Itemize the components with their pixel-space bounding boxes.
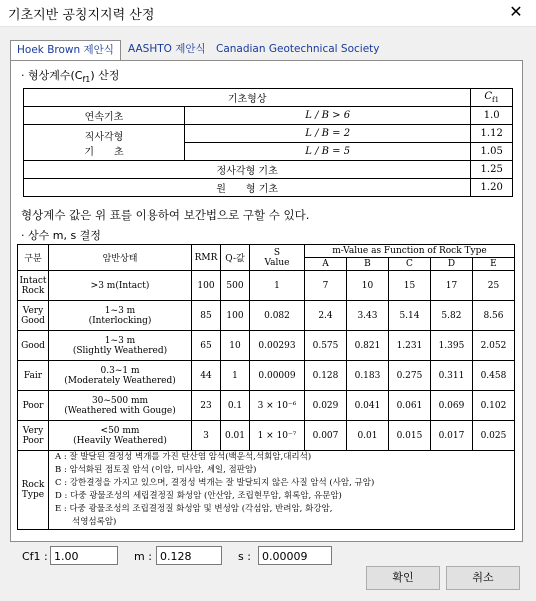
rock-class: Very Poor xyxy=(18,421,49,451)
rock-row xyxy=(18,391,515,421)
rock-m-value: 1.395 xyxy=(430,331,472,361)
rock-m-value: 0.041 xyxy=(346,391,388,421)
rock-type-label: Rock Type xyxy=(18,451,49,530)
rock-s: 3 × 10⁻⁶ xyxy=(250,391,305,421)
header-type: D xyxy=(430,258,472,271)
rock-q: 10 xyxy=(221,331,250,361)
interp-note: 형상계수 값은 위 표를 이용하여 보간법으로 구할 수 있다. xyxy=(21,208,310,222)
shape-cond: L / B = 5 xyxy=(185,143,471,161)
rock-q: 0.01 xyxy=(221,421,250,451)
rock-class: Good xyxy=(18,331,49,361)
rock-m-value: 0.007 xyxy=(305,421,347,451)
rock-q: 100 xyxy=(221,301,250,331)
rock-type-line: D : 다중 광물조성의 세립결정질 화성암 (안산암, 조립현무암, 휘록암, 유문암) xyxy=(55,491,342,501)
rock-type-line: C : 강한결정을 가지고 있으며, 결정성 벽개는 잘 발달되지 않은 사질 암석 (사암, 규암) xyxy=(55,478,375,488)
shape-cond: L / B = 2 xyxy=(185,125,471,143)
header-m: m-Value as Function of Rock Type xyxy=(305,245,515,258)
rock-m-value: 0.061 xyxy=(388,391,430,421)
rock-desc: 30~500 mm (Weathered with Gouge) xyxy=(49,391,192,421)
rock-constant-table xyxy=(17,244,515,530)
rock-type-line: E : 다중 광물조성의 조립결정질 화성암 및 변성암 (각섬암, 반려암, 화강암, xyxy=(55,504,333,514)
shape-factor-table xyxy=(23,88,513,197)
rock-class: Poor xyxy=(18,391,49,421)
rock-s: 0.082 xyxy=(250,301,305,331)
rock-row xyxy=(18,331,515,361)
rock-type-line: 석영섬록암) xyxy=(55,517,117,527)
close-icon[interactable]: ✕ xyxy=(509,2,523,21)
tab-hoek-brown[interactable]: Hoek Brown 제안식 xyxy=(10,40,121,61)
rock-m-value: 0.183 xyxy=(346,361,388,391)
rock-desc: >3 m(Intact) xyxy=(49,271,192,301)
shape-name: 정사각형 기초 xyxy=(24,161,471,179)
shape-name: 연속기초 xyxy=(24,107,185,125)
rock-desc: <50 mm (Heavily Weathered) xyxy=(49,421,192,451)
rock-desc: 1~3 m (Interlocking) xyxy=(49,301,192,331)
rock-desc: 1~3 m (Slightly Weathered) xyxy=(49,331,192,361)
rock-m-value: 0.01 xyxy=(346,421,388,451)
rock-row xyxy=(18,301,515,331)
rock-rmr: 3 xyxy=(192,421,221,451)
rock-q: 0.1 xyxy=(221,391,250,421)
header-class: 구분 xyxy=(18,245,49,271)
shape-name: 직사각형 기 초 xyxy=(24,125,185,161)
rock-row xyxy=(18,421,515,451)
rock-m-value: 15 xyxy=(388,271,430,301)
shape-value: 1.05 xyxy=(471,143,513,161)
rock-m-value: 2.4 xyxy=(305,301,347,331)
cf1-field[interactable]: 1.00 xyxy=(50,546,118,565)
m-field[interactable]: 0.128 xyxy=(156,546,222,565)
shape-value: 1.0 xyxy=(471,107,513,125)
section-ms-title: · 상수 m, s 결정 xyxy=(21,229,101,242)
rock-m-value: 5.82 xyxy=(430,301,472,331)
rock-m-value: 8.56 xyxy=(472,301,514,331)
rock-m-value: 2.052 xyxy=(472,331,514,361)
rock-rmr: 65 xyxy=(192,331,221,361)
rock-m-value: 25 xyxy=(472,271,514,301)
title-bar xyxy=(0,0,536,27)
rock-m-value: 17 xyxy=(430,271,472,301)
rock-q: 500 xyxy=(221,271,250,301)
header-type: C xyxy=(388,258,430,271)
rock-type-line: B : 암석화된 점토질 암석 (이암, 미사암, 셰일, 점판암) xyxy=(55,465,257,475)
rock-desc: 0.3~1 m (Moderately Weathered) xyxy=(49,361,192,391)
rock-m-value: 0.025 xyxy=(472,421,514,451)
rock-m-value: 5.14 xyxy=(388,301,430,331)
rock-s: 1 × 10⁻⁷ xyxy=(250,421,305,451)
rock-m-value: 0.821 xyxy=(346,331,388,361)
rock-m-value: 0.069 xyxy=(430,391,472,421)
shape-value: 1.25 xyxy=(471,161,513,179)
tab-aashto[interactable]: AASHTO 제안식 xyxy=(128,43,206,55)
rock-class: Intact Rock xyxy=(18,271,49,301)
rock-m-value: 0.275 xyxy=(388,361,430,391)
rock-m-value: 0.575 xyxy=(305,331,347,361)
header-type: E xyxy=(472,258,514,271)
shape-name: 원 형 기초 xyxy=(24,179,471,197)
m-label: m : xyxy=(134,550,152,563)
header-type: B xyxy=(346,258,388,271)
cancel-button[interactable]: 취소 xyxy=(446,566,520,590)
header-rmr: RMR xyxy=(192,245,221,271)
tab-canadian[interactable]: Canadian Geotechnical Society xyxy=(216,43,380,55)
header-cf1: $C_{f1}$ xyxy=(471,89,513,107)
rock-s: 0.00293 xyxy=(250,331,305,361)
rock-rmr: 44 xyxy=(192,361,221,391)
rock-m-value: 0.102 xyxy=(472,391,514,421)
header-s: S Value xyxy=(250,245,305,271)
rock-rmr: 85 xyxy=(192,301,221,331)
rock-m-value: 0.458 xyxy=(472,361,514,391)
rock-m-value: 0.015 xyxy=(388,421,430,451)
s-label: s : xyxy=(238,550,251,563)
rock-rmr: 23 xyxy=(192,391,221,421)
rock-class: Very Good xyxy=(18,301,49,331)
header-type: A xyxy=(305,258,347,271)
rock-m-value: 0.311 xyxy=(430,361,472,391)
rock-row xyxy=(18,271,515,301)
rock-class: Fair xyxy=(18,361,49,391)
rock-m-value: 0.128 xyxy=(305,361,347,391)
header-shape: 기초형상 xyxy=(24,89,471,107)
rock-m-value: 0.017 xyxy=(430,421,472,451)
shape-cond: L / B > 6 xyxy=(185,107,471,125)
header-desc: 암반상태 xyxy=(49,245,192,271)
rock-s: 0.00009 xyxy=(250,361,305,391)
s-field[interactable]: 0.00009 xyxy=(258,546,332,565)
shape-value: 1.20 xyxy=(471,179,513,197)
section-shape-title: · 형상계수$(C_{f1})$ 산정 xyxy=(21,69,120,85)
rock-row xyxy=(18,361,515,391)
rock-type-desc xyxy=(49,451,515,530)
rock-s: 1 xyxy=(250,271,305,301)
ok-button[interactable]: 확인 xyxy=(366,566,440,590)
rock-m-value: 1.231 xyxy=(388,331,430,361)
header-q: Q-값 xyxy=(221,245,250,271)
rock-m-value: 7 xyxy=(305,271,347,301)
rock-type-line: A : 잘 발달된 결정성 벽개를 가진 탄산염 암석(백운석,석회암,대리석) xyxy=(55,452,312,462)
tab-panel xyxy=(10,60,523,542)
shape-value: 1.12 xyxy=(471,125,513,143)
rock-rmr: 100 xyxy=(192,271,221,301)
rock-m-value: 10 xyxy=(346,271,388,301)
rock-q: 1 xyxy=(221,361,250,391)
window-title: 기초지반 공칭지지력 산정 xyxy=(8,8,155,23)
rock-m-value: 0.029 xyxy=(305,391,347,421)
rock-m-value: 3.43 xyxy=(346,301,388,331)
cf1-label: Cf1 : xyxy=(22,550,48,563)
